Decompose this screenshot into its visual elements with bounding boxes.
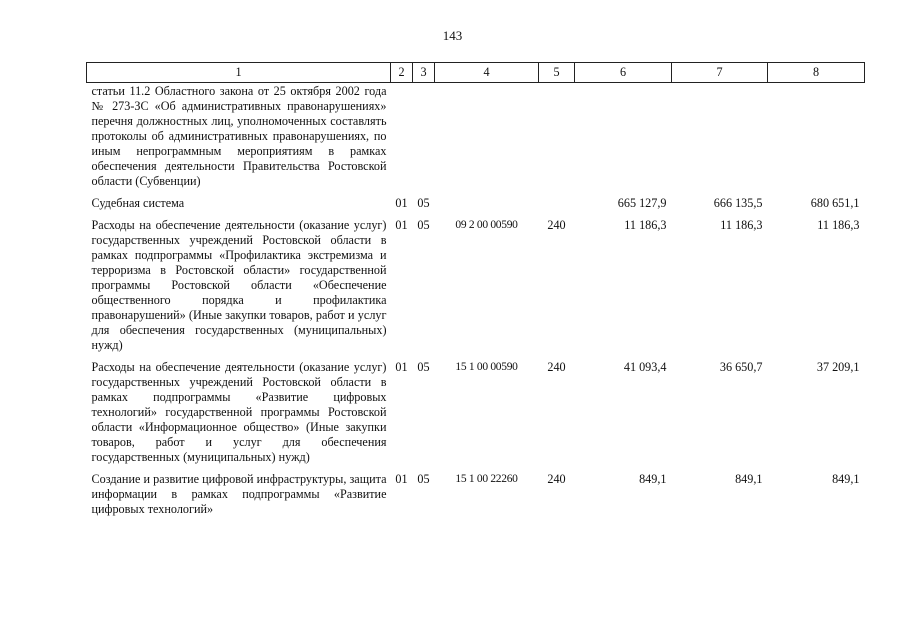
row-subsection <box>413 83 435 190</box>
row-description: статьи 11.2 Областного закона от 25 октября 2002 года № 273-ЗС «Об административных правонарушениях» перечня должностных лиц, уполномоченных составлять протоколы об административных правонарушениях, по иным непрограммным мероприятиям в рамках обеспечения деятельности Правительства Ростовской области (Субвенции) <box>91 84 387 188</box>
table-row <box>87 211 865 353</box>
row-amount-year-1: 849,1 <box>639 472 667 486</box>
row-section <box>391 83 413 190</box>
row-amount-year-2: 849,1 <box>735 472 763 486</box>
header-col-5: 5 <box>539 63 575 83</box>
row-section: 01 <box>395 196 408 210</box>
header-row <box>87 63 865 83</box>
header-col-1: 1 <box>87 63 391 83</box>
row-target-article: 15 1 00 22260 <box>455 473 518 485</box>
row-amount-year-1 <box>575 83 672 190</box>
row-subsection: 05 <box>417 196 430 210</box>
row-subsection: 05 <box>417 218 430 232</box>
header-col-8: 8 <box>768 63 865 83</box>
table-header <box>87 63 865 83</box>
row-expense-type: 240 <box>547 360 566 374</box>
row-amount-year-3: 680 651,1 <box>810 196 860 210</box>
row-amount-year-3: 849,1 <box>832 472 860 486</box>
row-description: Расходы на обеспечение деятельности (оказание услуг) государственных учреждений Ростовской области в рамках подпрограммы «Профилактика экстремизма и терроризма в Ростовской области» государственной программы Ростовской области «Обеспечение общественного порядка и профилактика правонарушений» (Иные закупки товаров, работ и услуг для обеспечения государственных (муниципальных) нужд) <box>91 218 387 352</box>
header-col-2: 2 <box>391 63 413 83</box>
table-row <box>87 189 865 211</box>
row-description: Судебная система <box>91 196 185 210</box>
row-amount-year-3 <box>768 83 865 190</box>
page-number: 143 <box>442 28 463 43</box>
row-amount-year-2 <box>672 83 768 190</box>
row-subsection: 05 <box>417 472 430 486</box>
header-col-6: 6 <box>575 63 672 83</box>
row-expense-type: 240 <box>547 472 566 486</box>
row-amount-year-2: 666 135,5 <box>713 196 763 210</box>
row-section: 01 <box>395 472 408 486</box>
header-col-7: 7 <box>672 63 768 83</box>
row-description: Расходы на обеспечение деятельности (оказание услуг) государственных учреждений Ростовской области в рамках подпрограммы «Развитие цифровых технологий» государственной программы Ростовской области «Информационное общество» (Иные закупки товаров, работ и услуг для обеспечения государственных (муниципальных) нужд) <box>91 360 387 464</box>
header-col-3: 3 <box>413 63 435 83</box>
row-expense-type <box>539 83 575 190</box>
row-description: Создание и развитие цифровой инфраструктуры, защита информации в рамках подпрограммы «Развитие цифровых технологий» <box>91 472 387 516</box>
header-col-4: 4 <box>435 63 539 83</box>
row-target-article <box>435 83 539 190</box>
table-row <box>87 353 865 465</box>
row-expense-type: 240 <box>547 218 566 232</box>
row-target-article <box>435 189 539 211</box>
row-amount-year-3: 37 209,1 <box>816 360 860 374</box>
table-row <box>87 83 865 190</box>
row-target-article: 15 1 00 00590 <box>455 361 518 373</box>
row-section: 01 <box>395 360 408 374</box>
row-subsection: 05 <box>417 360 430 374</box>
row-amount-year-1: 665 127,9 <box>617 196 667 210</box>
row-amount-year-1: 11 186,3 <box>624 218 667 232</box>
row-amount-year-2: 11 186,3 <box>720 218 763 232</box>
row-amount-year-3: 11 186,3 <box>817 218 860 232</box>
row-amount-year-1: 41 093,4 <box>623 360 667 374</box>
row-section: 01 <box>395 218 408 232</box>
row-target-article: 09 2 00 00590 <box>455 219 518 231</box>
row-amount-year-2: 36 650,7 <box>719 360 763 374</box>
budget-table <box>86 62 865 517</box>
table-row <box>87 465 865 517</box>
row-expense-type <box>539 189 575 211</box>
